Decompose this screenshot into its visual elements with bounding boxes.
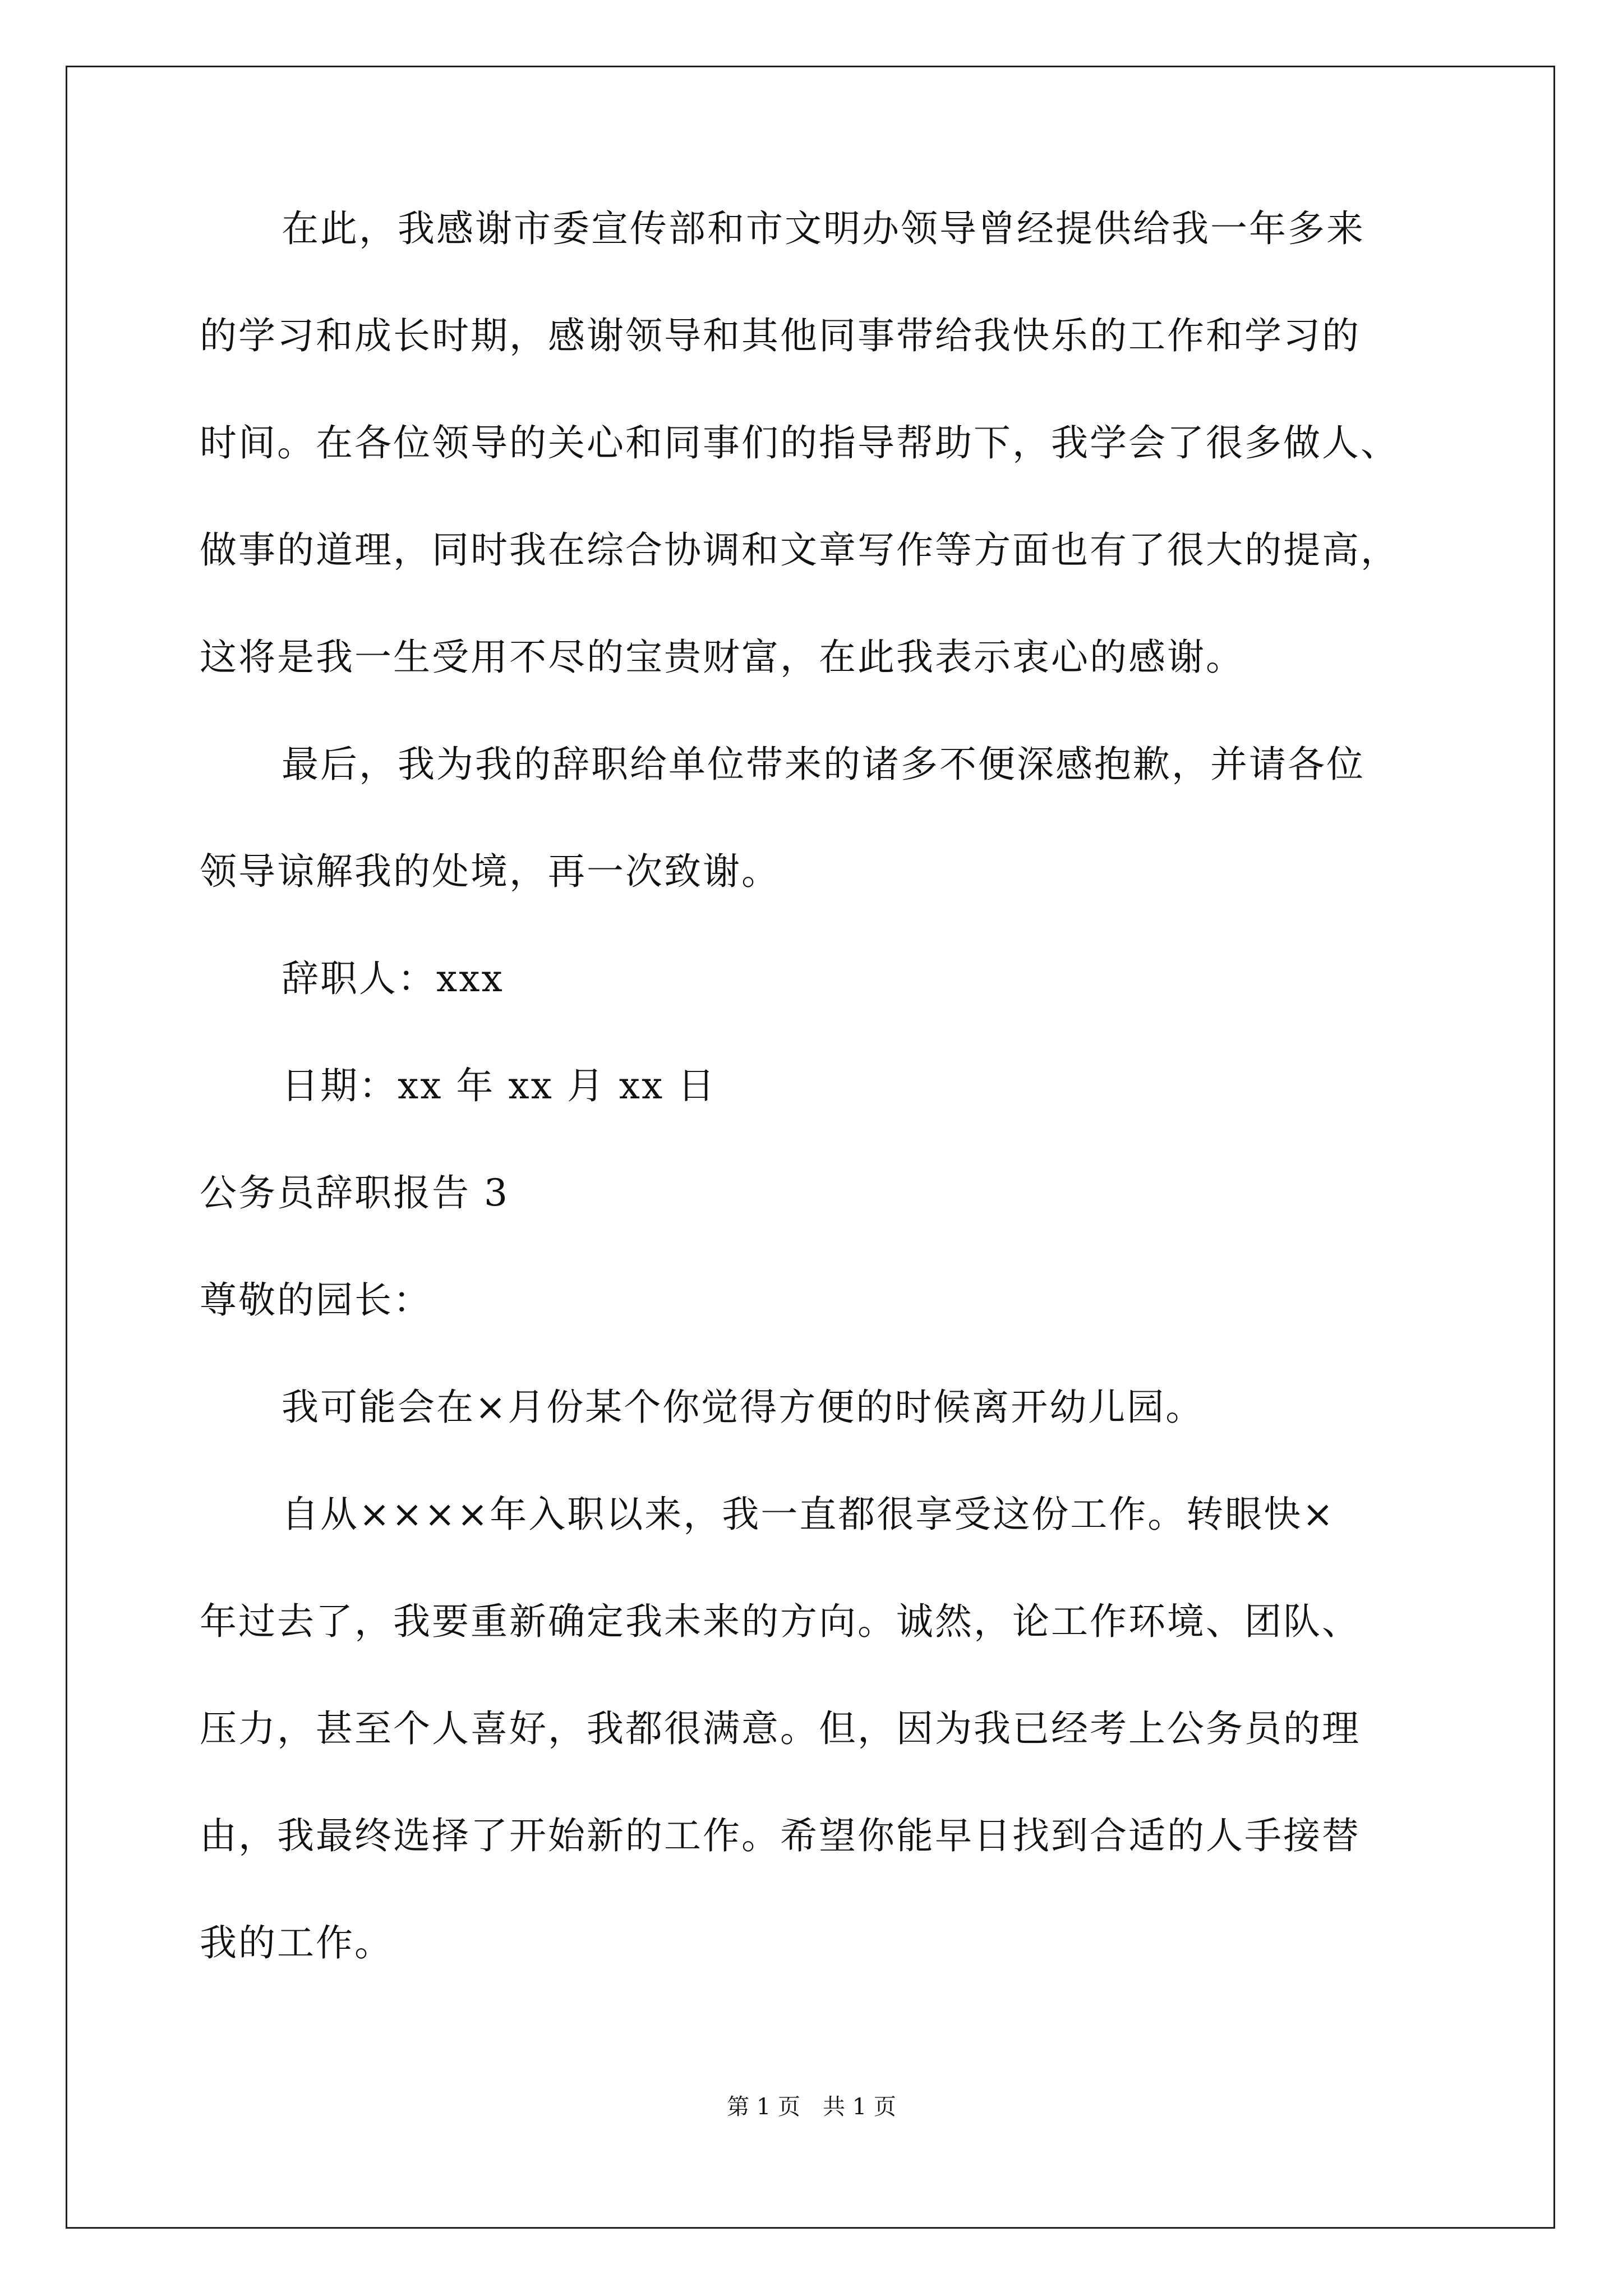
signature-date: 日期：xx 年 xx 月 xx 日	[282, 1064, 717, 1107]
paragraph-reason-line-2: 年过去了，我要重新确定我未来的方向。诚然，论工作环境、团队、	[200, 1600, 1361, 1643]
section-title: 公务员辞职报告 3	[200, 1171, 509, 1214]
paragraph-reason-line-1: 自从××××年入职以来，我一直都很享受这份工作。转眼快×	[282, 1493, 1335, 1536]
document-body	[200, 207, 1422, 2032]
paragraph-thanks-line-3: 时间。在各位领导的关心和同事们的指导帮助下，我学会了很多做人、	[200, 421, 1399, 464]
paragraph-reason-line-4: 由，我最终选择了开始新的工作。希望你能早日找到合适的人手接替	[200, 1814, 1361, 1857]
paragraph-reason-line-3: 压力，甚至个人喜好，我都很满意。但，因为我已经考上公务员的理	[200, 1707, 1361, 1750]
signature-resigner: 辞职人：xxx	[282, 957, 504, 1000]
paragraph-thanks-line-2: 的学习和成长时期，感谢领导和其他同事带给我快乐的工作和学习的	[200, 314, 1361, 357]
paragraph-intent: 我可能会在×月份某个你觉得方便的时候离开幼儿园。	[282, 1386, 1205, 1429]
paragraph-reason-line-5: 我的工作。	[200, 1921, 393, 1964]
paragraph-thanks-line-4: 做事的道理，同时我在综合协调和文章写作等方面也有了很大的提高，	[200, 528, 1399, 572]
page-footer: 第 1 页 共 1 页	[727, 2094, 896, 2120]
salutation: 尊敬的园长：	[200, 1278, 432, 1322]
paragraph-apology-line-2: 领导谅解我的处境，再一次致谢。	[200, 850, 780, 893]
paragraph-thanks-line-5: 这将是我一生受用不尽的宝贵财富，在此我表示衷心的感谢。	[200, 636, 1244, 679]
paragraph-thanks-line-1: 在此，我感谢市委宣传部和市文明办领导曾经提供给我一年多来	[282, 207, 1365, 250]
paragraph-apology-line-1: 最后，我为我的辞职给单位带来的诸多不便深感抱歉，并请各位	[282, 743, 1365, 786]
